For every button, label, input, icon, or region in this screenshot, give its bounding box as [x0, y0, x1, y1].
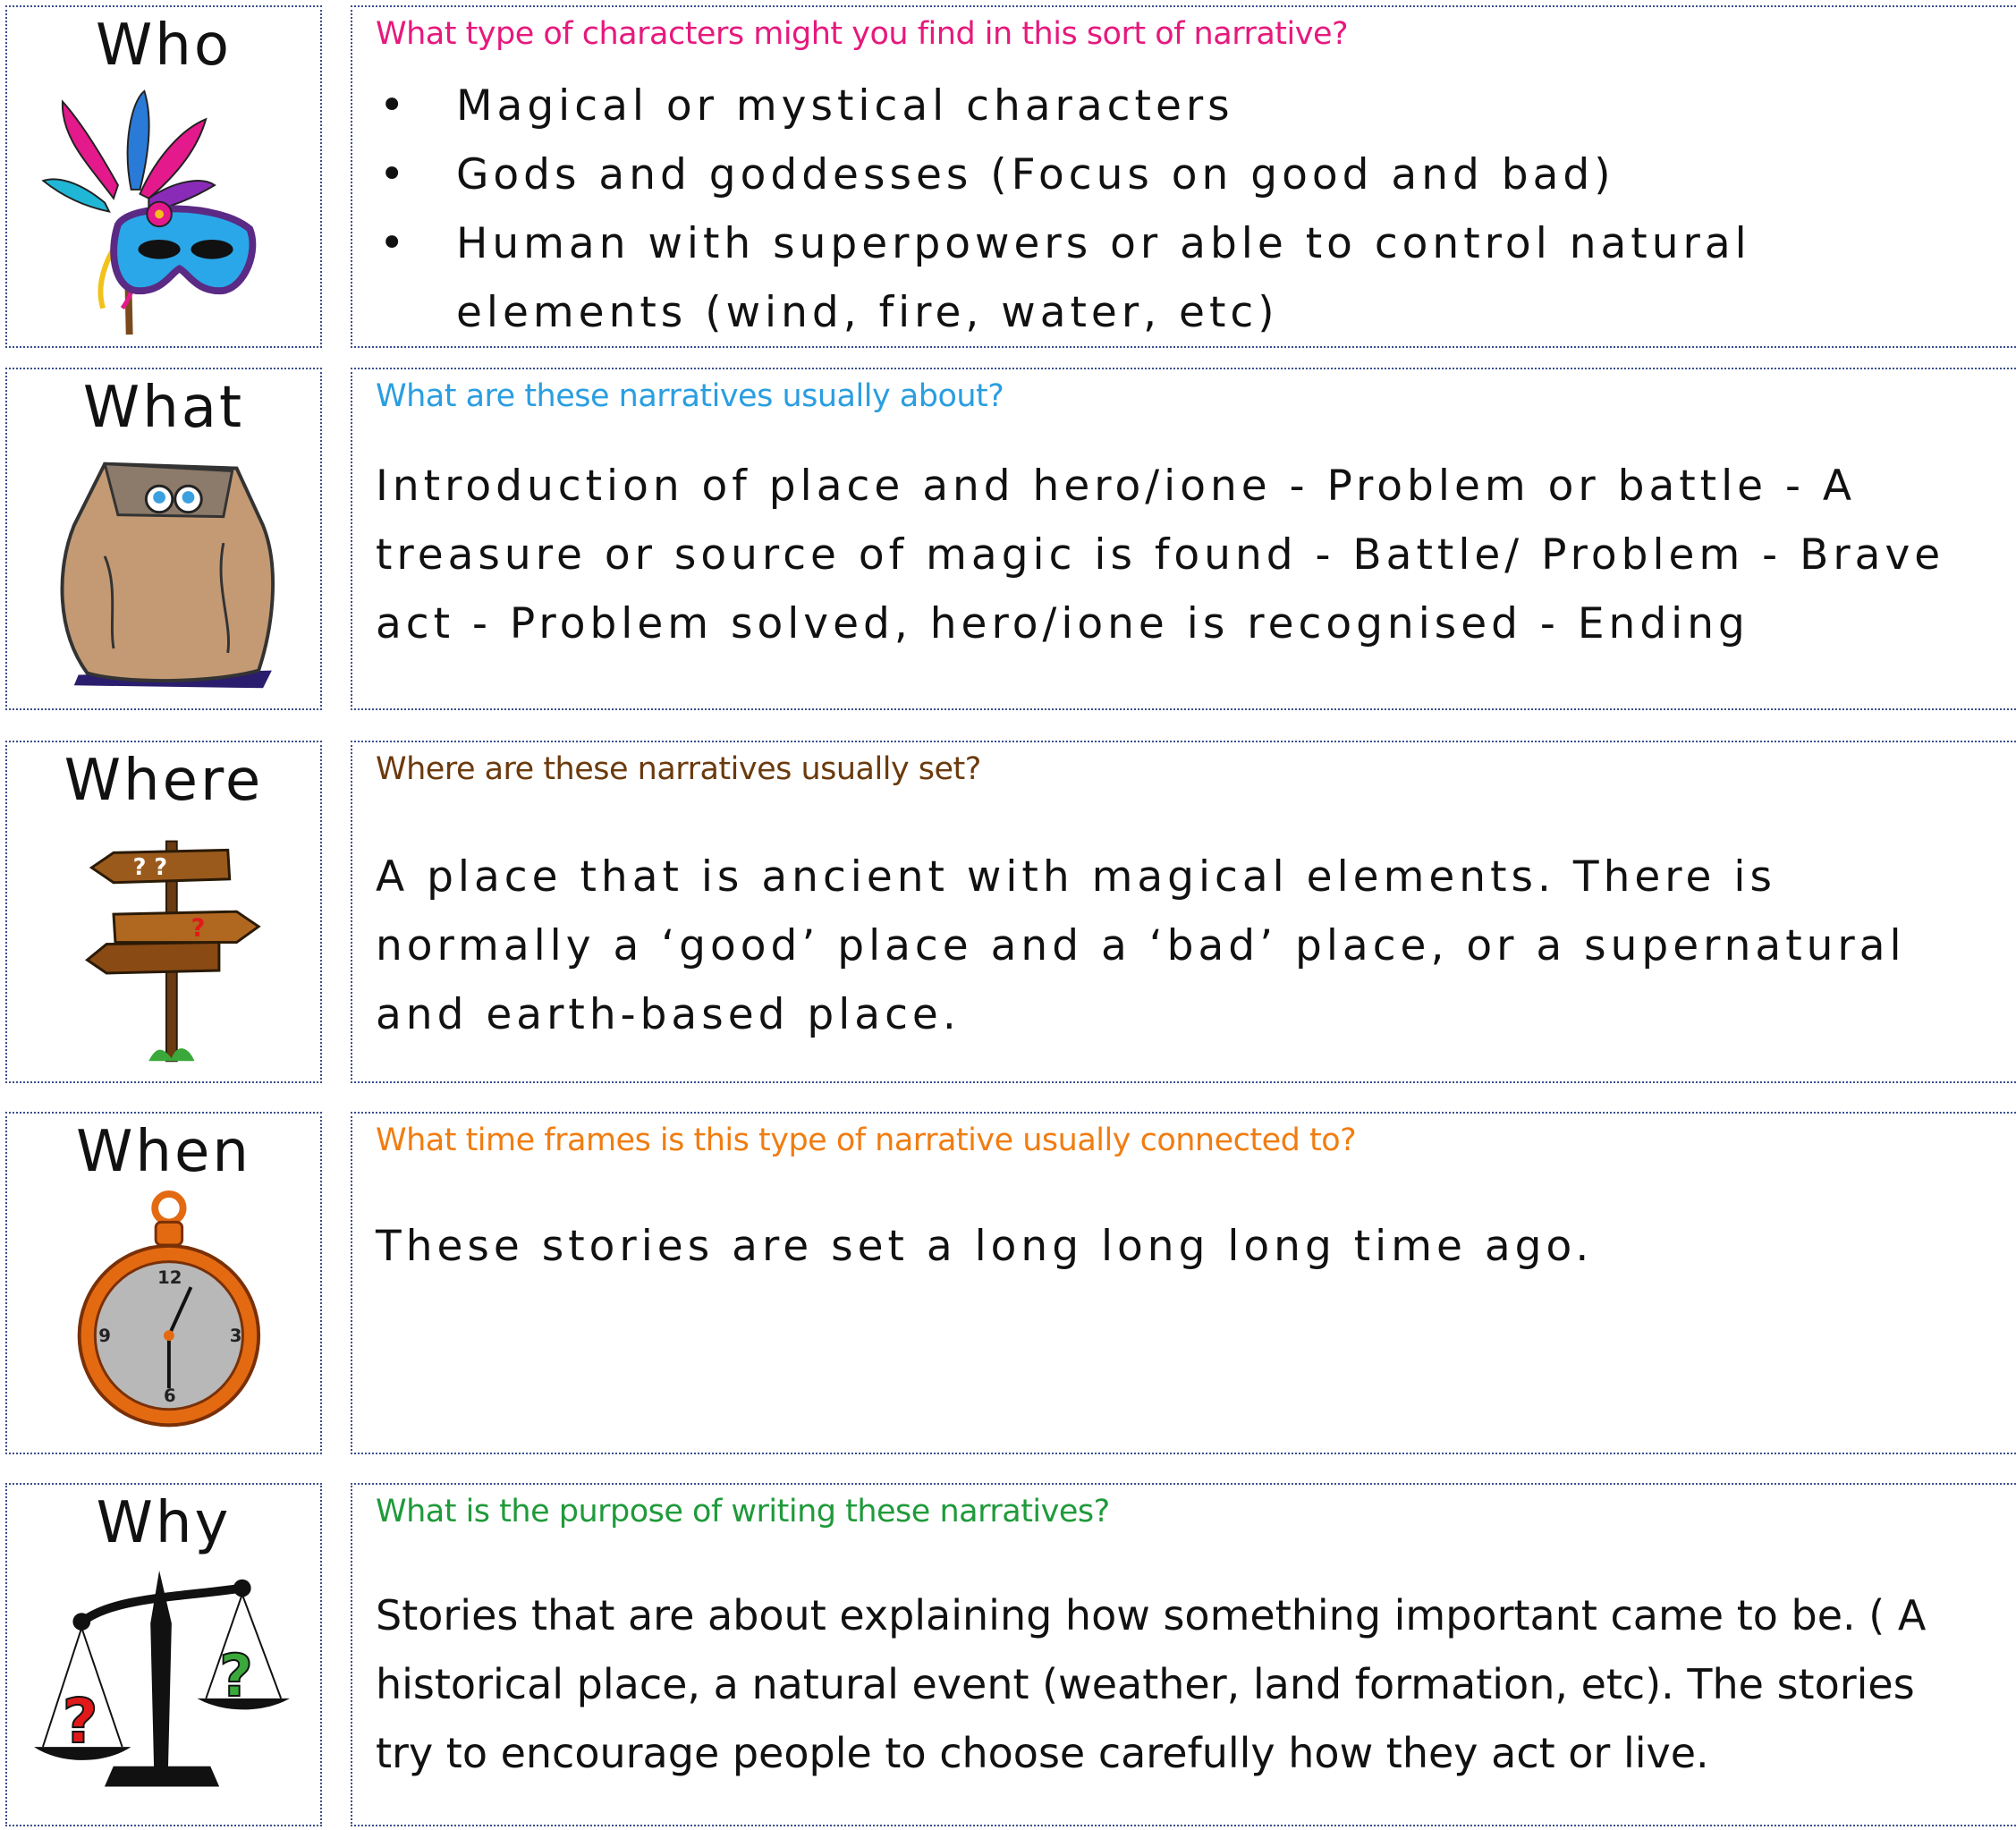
sign-marks-middle: ?	[191, 913, 206, 943]
who-label-card	[5, 5, 322, 348]
where-content-card	[351, 741, 2016, 1083]
row-label: Why	[96, 1490, 232, 1556]
where-question: Where are these narratives usually set?	[376, 751, 981, 787]
clock-number-9: 9	[98, 1326, 111, 1347]
what-answer: Introduction of place and hero/ione - Problem or battle - A treasure or source of magic is found - Battle/ Problem - Brave act - Problem solved, hero/ione is recognised - Ending	[376, 462, 1945, 648]
who-question: What type of characters might you find in this sort of narrative?	[376, 16, 1349, 52]
when-label-card	[5, 1112, 322, 1454]
row-label: Who	[96, 13, 232, 79]
clock-number-3: 3	[229, 1326, 242, 1347]
who-content-card	[351, 5, 2016, 348]
scale-mark-green: ?	[219, 1642, 253, 1710]
what-label-card	[5, 368, 322, 710]
when-content-card	[351, 1112, 2016, 1454]
clock-number-12: 12	[157, 1267, 182, 1289]
list-item: • Gods and goddesses (Focus on good and bad)	[376, 140, 1989, 209]
paper-bag-peeking-eyes-icon	[7, 446, 320, 701]
what-question: What are these narratives usually about?	[376, 378, 1004, 414]
when-question: What time frames is this type of narrative usually connected to?	[376, 1123, 1357, 1158]
what-content-card	[351, 368, 2016, 710]
carnival-mask-icon	[7, 84, 320, 339]
why-answer: Stories that are about explaining how something important came to be. ( A historical place, a natural event (weather, land formation, etc). The stories try to encourage people to choose carefully how they act or live.	[376, 1591, 1927, 1777]
row-label: Where	[64, 748, 264, 814]
list-item: • Human with superpowers or able to control natural elements (wind, fire, water, etc)	[376, 209, 1989, 347]
signpost-question-marks-icon	[7, 819, 320, 1074]
when-answer: These stories are set a long long long time ago.	[376, 1222, 1594, 1271]
why-label-card	[5, 1483, 322, 1826]
sign-marks-top: ? ?	[132, 853, 168, 881]
row-label: When	[76, 1119, 251, 1185]
row-label: What	[82, 375, 245, 441]
why-question: What is the purpose of writing these narratives?	[376, 1494, 1110, 1529]
scale-mark-red: ?	[62, 1686, 98, 1758]
who-bullet-list	[376, 72, 1989, 347]
where-label-card	[5, 741, 322, 1083]
where-answer: A place that is ancient with magical elements. There is normally a ‘good’ place and a ‘bad’ place, or a supernatural and earth-based place.	[376, 852, 1906, 1039]
list-item: • Magical or mystical characters	[376, 72, 1989, 140]
clock-number-6: 6	[163, 1385, 176, 1406]
why-content-card	[351, 1483, 2016, 1826]
balance-scale-question-icon	[7, 1562, 320, 1817]
pocket-watch-icon	[7, 1190, 320, 1445]
